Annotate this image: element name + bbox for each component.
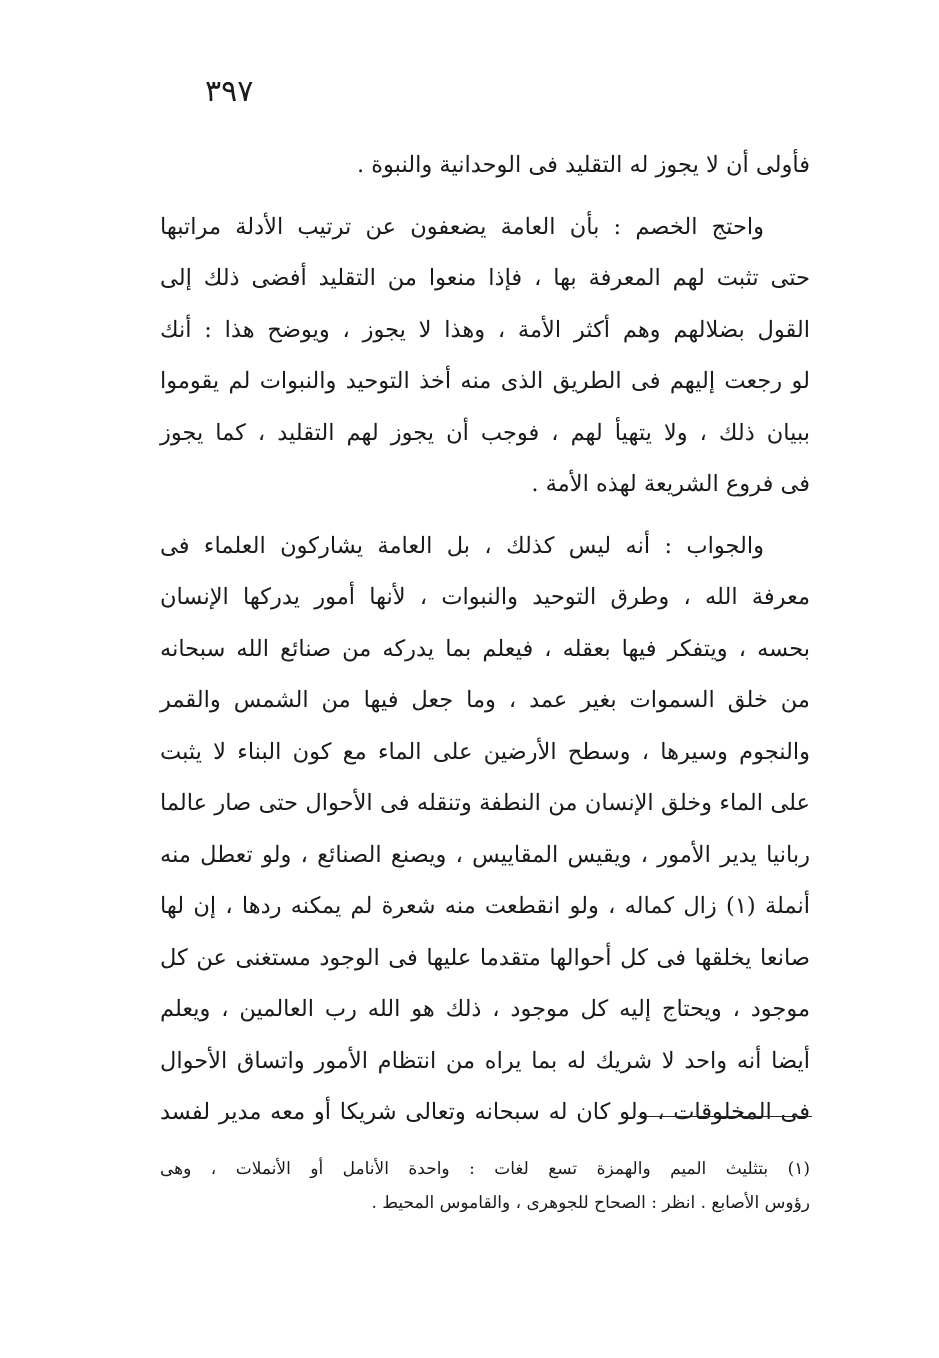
paragraph-2 bbox=[160, 202, 810, 511]
text-line: أنملة (١) زال كماله ، ولو انقطعت منه شعرة لم يمكنه ردها ، إن لها bbox=[160, 893, 810, 919]
text-line: ربانيا يدير الأمور ، ويقيس المقاييس ، ويصنع الصنائع ، ولو تعطل منه bbox=[160, 841, 810, 868]
text-line: القول بضلالهم وهم أكثر الأمة ، وهذا لا يجوز ، ويوضح هذا : أنك bbox=[160, 316, 810, 343]
text-line: من خلق السموات بغير عمد ، وما جعل فيها من الشمس والقمر bbox=[160, 687, 810, 713]
footnote-line: (١) بتثليث الميم والهمزة تسع لغات : واحدة الأنامل أو الأنملات ، وهى bbox=[160, 1159, 810, 1179]
text-line: فى المخلوقات ، ولو كان له سبحانه وتعالى شريكا أو معه مدير لفسد bbox=[160, 1099, 810, 1125]
text-line: على الماء وخلق الإنسان من النطفة وتنقله فى الأحوال حتى صار عالما bbox=[160, 790, 810, 816]
paragraph-3 bbox=[160, 521, 810, 1139]
text-line: فأولى أن لا يجوز له التقليد فى الوحدانية والنبوة . bbox=[356, 152, 810, 178]
footnotes bbox=[160, 1152, 810, 1220]
text-line: صانعا يخلقها فى كل أحوالها متقدما عليها فى الوجود مستغنى عن كل bbox=[160, 944, 810, 971]
text-line: أيضا أنه واحد لا شريك له بما يراه من انتظام الأمور واتساق الأحوال bbox=[160, 1047, 810, 1074]
text-line: لو رجعت إليهم فى الطريق الذى منه أخذ التوحيد والنبوات لم يقوموا bbox=[160, 368, 810, 394]
footnote-line: رؤوس الأصابع . انظر : الصحاح للجوهرى ، والقاموس المحيط . bbox=[371, 1193, 810, 1213]
text-line: معرفة الله ، وطرق التوحيد والنبوات ، لأنها أمور يدركها الإنسان bbox=[160, 584, 810, 610]
paragraph-1 bbox=[160, 140, 810, 192]
page-number: ٣٩٧ bbox=[205, 74, 254, 109]
text-line: فى فروع الشريعة لهذه الأمة . bbox=[531, 471, 810, 497]
text-line: حتى تثبت لهم المعرفة بها ، فإذا منعوا من التقليد أفضى ذلك إلى bbox=[160, 265, 810, 291]
text-line: والنجوم وسيرها ، وسطح الأرضين على الماء مع كون البناء لا يثبت bbox=[160, 738, 810, 765]
text-line: بحسه ، ويتفكر فيها بعقله ، فيعلم بما يدركه من صنائع الله سبحانه bbox=[160, 635, 810, 662]
body-text bbox=[160, 140, 810, 1149]
footnote-separator bbox=[638, 1116, 812, 1117]
text-line: واحتج الخصم : بأن العامة يضعفون عن ترتيب الأدلة مراتبها bbox=[160, 213, 764, 240]
text-line: والجواب : أنه ليس كذلك ، بل العامة يشاركون العلماء فى bbox=[160, 532, 764, 559]
text-line: ببيان ذلك ، ولا يتهيأ لهم ، فوجب أن يجوز لهم التقليد ، كما يجوز bbox=[160, 419, 810, 446]
text-line: موجود ، ويحتاج إليه كل موجود ، ذلك هو الله رب العالمين ، ويعلم bbox=[160, 996, 810, 1022]
